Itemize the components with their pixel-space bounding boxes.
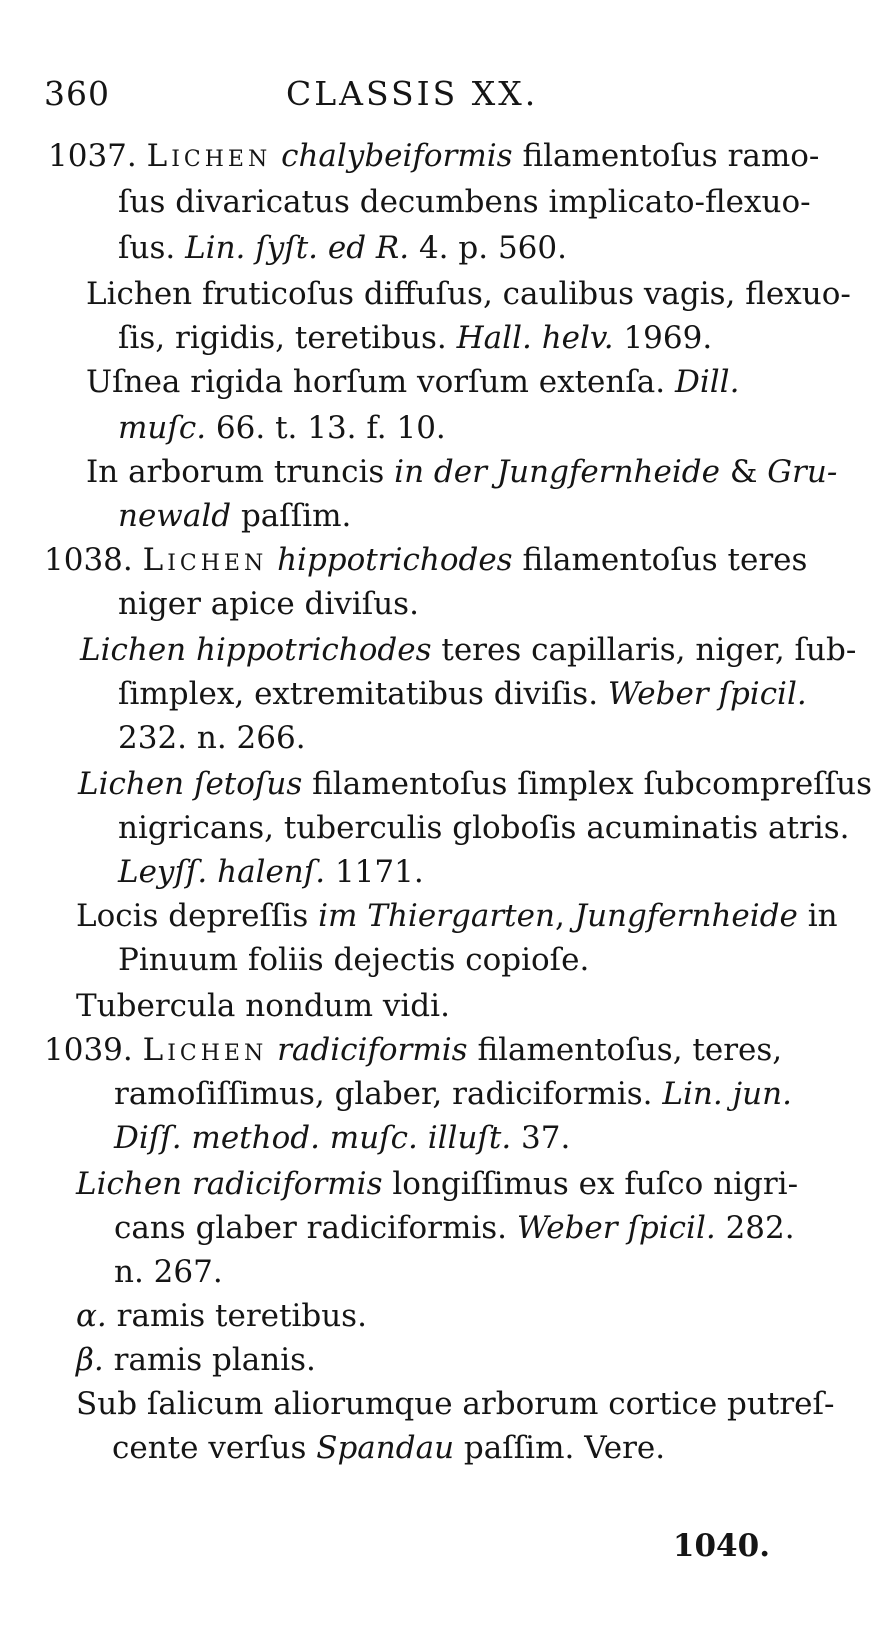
synonym-line <box>114 1208 795 1248</box>
variety-marker: α. <box>76 1298 107 1334</box>
genus-name: Lichen <box>142 542 268 578</box>
synonym-text: filamentoſus ſimplex ſubcompreſſus <box>302 766 872 802</box>
entry-1037-line-3 <box>118 228 567 268</box>
variety-text: ramis teretibus. <box>106 1298 367 1334</box>
page-number: 360 <box>44 74 110 113</box>
locality-line <box>76 1384 834 1424</box>
locality-place: im Thiergarten <box>318 898 555 934</box>
citation-locator: 66. t. 13. f. 10. <box>206 410 446 446</box>
synonym-line <box>118 718 306 758</box>
locality-text: In arborum truncis <box>86 454 395 490</box>
locality-text: & <box>719 454 768 490</box>
species-name: radiciformis <box>277 1032 468 1068</box>
locality-text: in <box>797 898 838 934</box>
citation-source: Weber ſpicil. <box>607 676 807 712</box>
citation-source: muſc. <box>118 410 207 446</box>
species-name: chalybeiformis <box>281 138 513 174</box>
synonym-text: teres capillaris, niger, ſub- <box>431 632 857 668</box>
synonym-text: ſis, rigidis, teretibus. <box>118 320 457 356</box>
citation-locator: 282. <box>715 1210 795 1246</box>
citation-source: Lin. ſyſt. ed R. <box>185 230 410 266</box>
synonym-text: Uſnea rigida horſum vorſum extenſa. <box>86 364 675 400</box>
synonym-line <box>76 1164 798 1204</box>
locality-line <box>118 940 589 980</box>
synonym-line <box>86 274 851 314</box>
citation-source: Leyſſ. halenſ. <box>118 854 326 890</box>
entry-number: 1037. <box>48 138 137 174</box>
citation-source: Weber ſpicil. <box>516 1210 716 1246</box>
genus-name: Lichen <box>146 138 272 174</box>
locality-text: Pinuum foliis dejectis copioſe. <box>118 942 590 978</box>
genus-name: Lichen <box>142 1032 268 1068</box>
synonym-text: longiſſimus ex fuſco nigri- <box>382 1166 799 1202</box>
synonym-line <box>118 408 446 448</box>
synonym-name: Lichen hippotrichodes <box>80 632 432 668</box>
synonym-text: cans glaber radiciformis. <box>114 1210 517 1246</box>
locality-text: paſſim. <box>231 498 352 534</box>
locality-place: Gru- <box>767 454 838 490</box>
citation-locator: 232. n. 266. <box>118 720 306 756</box>
entry-number: 1038. <box>44 542 133 578</box>
locality-text: cente verſus <box>112 1430 317 1466</box>
locality-text: paſſim. Vere. <box>454 1430 666 1466</box>
citation-source: Dill. <box>675 364 740 400</box>
synonym-text: Lichen fruticoſus diffuſus, caulibus vagis, flexuo- <box>86 276 851 312</box>
diagnosis-text: filamentoſus ramo- <box>512 138 820 174</box>
entry-1039-line-3 <box>114 1118 570 1158</box>
variety-beta <box>76 1340 316 1380</box>
diagnosis-text: niger apice diviſus. <box>118 586 419 622</box>
locality-text: Sub ſalicum aliorumque arborum cortice putreſ- <box>76 1386 835 1422</box>
synonym-line <box>86 362 739 402</box>
synonym-line <box>118 852 424 892</box>
synonym-text: nigricans, tuberculis globoſis acuminatis atris. <box>118 810 850 846</box>
locality-place: in der Jungfernheide <box>394 454 720 490</box>
note-line <box>76 986 450 1026</box>
page-header <box>0 62 830 122</box>
entry-number: 1039. <box>44 1032 133 1068</box>
citation-locator: 1171. <box>325 854 424 890</box>
synonym-line <box>78 764 872 804</box>
citation-locator: 4. p. 560. <box>409 230 567 266</box>
locality-line <box>76 896 838 936</box>
species-name: hippotrichodes <box>277 542 513 578</box>
entry-1038-line-1 <box>44 540 807 580</box>
locality-place: Jungfernheide <box>574 898 798 934</box>
locality-line <box>118 496 351 536</box>
variety-marker: β. <box>76 1342 104 1378</box>
synonym-name: Lichen radiciformis <box>76 1166 383 1202</box>
catchword: 1040. <box>672 1528 770 1564</box>
synonym-line <box>118 808 849 848</box>
synonym-line <box>118 318 712 358</box>
entry-1039-line-2 <box>114 1074 792 1114</box>
running-head: CLASSIS XX. <box>286 74 539 113</box>
locality-text: , <box>554 898 575 934</box>
locality-text: Locis depreſſis <box>76 898 319 934</box>
locality-line <box>112 1428 665 1468</box>
synonym-name: Lichen ſetoſus <box>78 766 303 802</box>
entry-1038-line-2 <box>118 584 419 624</box>
note-text: Tubercula nondum vidi. <box>76 988 450 1024</box>
locality-line <box>86 452 837 492</box>
synonym-line <box>114 1252 223 1292</box>
variety-text: ramis planis. <box>103 1342 316 1378</box>
entry-1037-line-2 <box>118 182 811 222</box>
synonym-text: ſimplex, extremitatibus diviſis. <box>118 676 608 712</box>
variety-alpha <box>76 1296 367 1336</box>
citation-source: Hall. helv. <box>456 320 614 356</box>
citation-source: Diſſ. method. muſc. illuſt. <box>114 1120 512 1156</box>
diagnosis-text: ramoſiſſimus, glaber, radiciformis. <box>114 1076 663 1112</box>
entry-1039-line-1 <box>44 1030 782 1070</box>
diagnosis-text: ſus. <box>118 230 186 266</box>
entry-1037-line-1 <box>48 136 819 176</box>
citation-locator: n. 267. <box>114 1254 223 1290</box>
diagnosis-text: filamentoſus, teres, <box>467 1032 783 1068</box>
citation-locator: 37. <box>511 1120 571 1156</box>
synonym-line <box>80 630 856 670</box>
locality-place: newald <box>118 498 232 534</box>
citation-source: Lin. jun. <box>662 1076 792 1112</box>
diagnosis-text: ſus divaricatus decumbens implicato-flexuo- <box>118 184 811 220</box>
citation-locator: 1969. <box>613 320 713 356</box>
locality-place: Spandau <box>316 1430 455 1466</box>
synonym-line <box>118 674 807 714</box>
diagnosis-text: filamentoſus teres <box>512 542 808 578</box>
